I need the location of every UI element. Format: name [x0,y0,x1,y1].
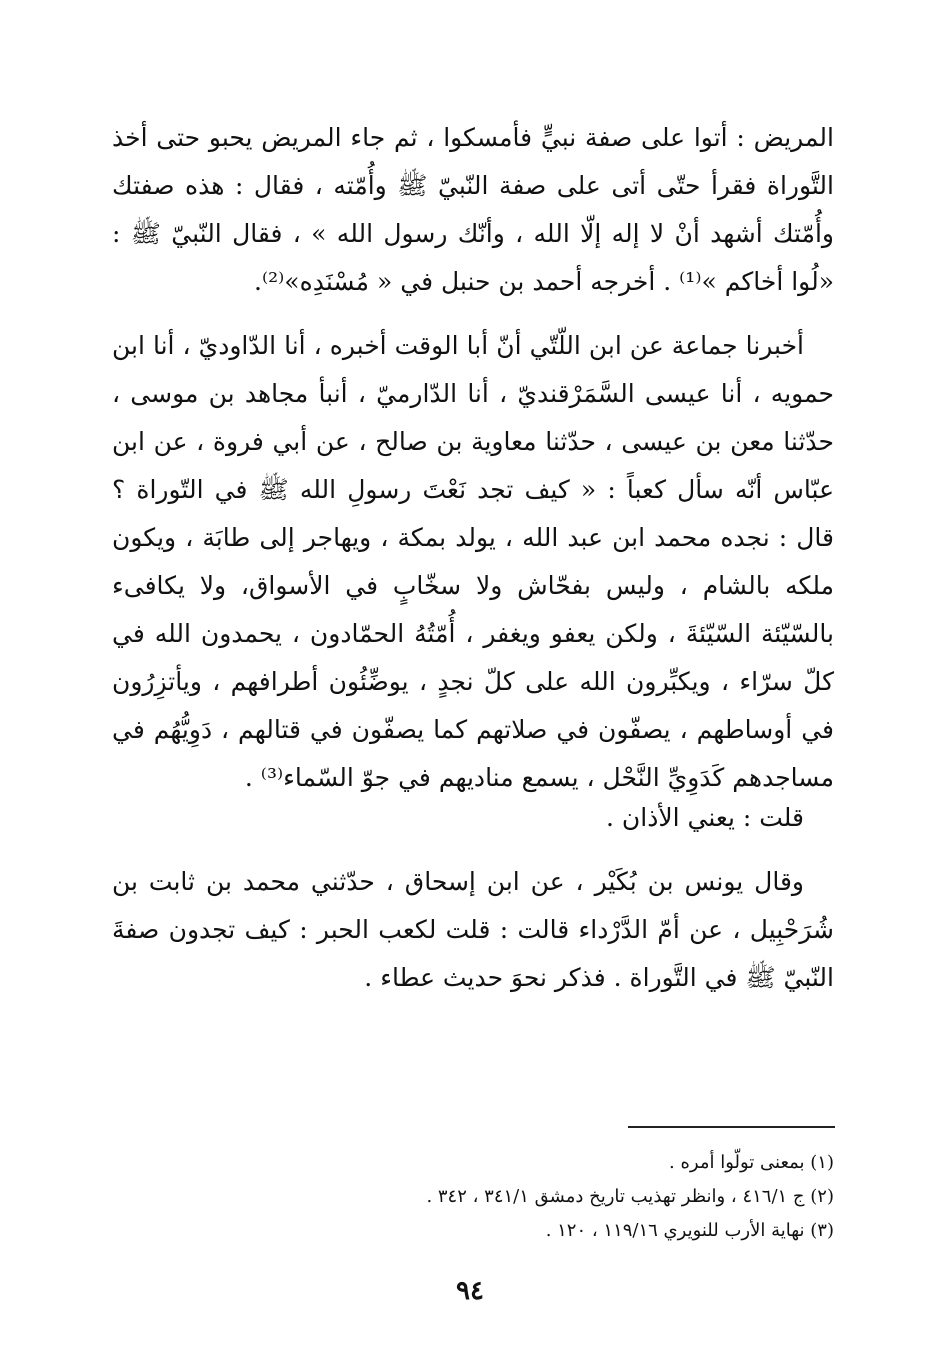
paragraph-4-text: وقال يونس بن بُكَيْر ، عن ابن إسحاق ، حدّثني محمد بن ثابت بن شُرَحْبِيل ، عن أمّ الدَّرْداء قالت : قلت لكعب الحبر : كيف تجدون صفةَ النّبيّ ﷺ في التَّوراة . فذكر نحوَ حديث عطاء . [112,867,834,992]
paragraph-1 [112,114,834,306]
paragraph-1-text: المريض : أتوا على صفة نبيٍّ فأمسكوا ، ثم جاء المريض يحبو حتى أخذ التَّوراة فقرأ حتّى أتى على صفة النّبيّ ﷺ وأُمّته ، فقال : هذه صفتك وأُمّتك أشهد أنْ لا إله إلّا الله ، وأنّك رسول الله » ، فقال النّبيّ ﷺ : «لُوا أخاكم »⁽¹⁾ . أخرجه أحمد بن حنبل في « مُسْنَدِه»⁽²⁾. [112,123,834,296]
paragraph-4 [112,858,834,1002]
paragraph-2-text: أخبرنا جماعة عن ابن اللّتّي أنّ أبا الوقت أخبره ، أنا الدّاوديّ ، أنا ابن حمويه ، أنا عيسى السَّمَرْقنديّ ، أنا الدّارميّ ، أنبأ مجاهد بن موسى ، حدّثنا معن بن عيسى ، حدّثنا معاوية بن صالح ، عن أبي فروة ، عن ابن عبّاس أنّه سأل كعباً : « كيف تجد نَعْتَ رسولِ الله ﷺ في التّوراة ؟ قال : نجده محمد ابن عبد الله ، يولد بمكة ، ويهاجر إلى طابَة ، ويكون ملكه بالشام ، وليس بفحّاش ولا سخّابٍ في الأسواق، ولا يكافىء بالسّيّئة السّيّئةَ ، ولكن يعفو ويغفر ، أُمّتُهُ الحمّادون ، يحمدون الله في كلّ سرّاء ، ويكبِّرون الله على كلّ نجدٍ ، يوضِّئُون أطرافهم ، ويأتزِرُون في أوساطهم ، يصفّون في صلاتهم كما يصفّون في قتالهم ، دَوِيُّهُم في مساجدهم كَدَوِيِّ النَّحْل ، يسمع مناديهم في جوّ السّماء⁽³⁾ . [112,331,834,792]
footnote-3: (٣) نهاية الأرب للنويري ١١٩/١٦ ، ١٢٠ . [545,1220,834,1241]
page-number: ٩٤ [456,1276,484,1306]
paragraph-3-text: قلت : يعني الأذان . [606,803,804,832]
footnote-divider [628,1126,835,1128]
footnotes [300,1146,834,1248]
paragraph-3 [112,794,834,842]
footnote-2: (٢) ج ٤١٦/١ ، وانظر تهذيب تاريخ دمشق ٣٤١/١ ، ٣٤٢ . [426,1186,834,1207]
footnote-1: (١) بمعنى تولّوا أمره . [669,1152,834,1173]
paragraph-2 [112,322,834,802]
